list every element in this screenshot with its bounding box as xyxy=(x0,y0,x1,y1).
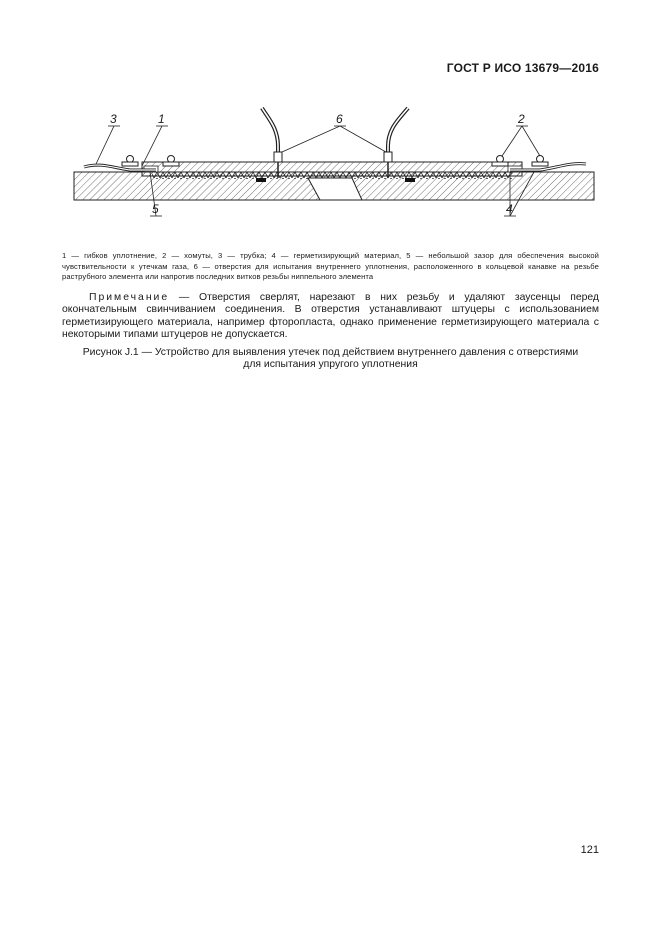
clamp xyxy=(532,156,548,167)
connection-drawing xyxy=(70,106,600,226)
clamp xyxy=(122,156,138,167)
caption-line-1: Рисунок J.1 — Устройство для выявления утечек под действием внутреннего давления с отверстиями xyxy=(82,347,579,358)
caption-line-2: для испытания упругого уплотнения xyxy=(243,359,418,371)
document-code: ГОСТ Р ИСО 13679—2016 xyxy=(446,61,599,75)
sealant-block xyxy=(405,178,415,182)
note-text: — Отверстия сверлят, нарезают в них резьбу и удаляют заусенцы перед окончательным свинчиванием соединения. В отверстия устанавливают штуцеры с использованием герметизирующего материала, например фторопласта, однако применение герметизирующего материала с некоторыми типами штуцеров не допускается. xyxy=(62,292,599,341)
note-lead: Примечание xyxy=(89,292,170,303)
callout-label: 5 xyxy=(152,202,159,216)
note-paragraph xyxy=(62,292,599,342)
clamp xyxy=(492,156,508,167)
figure-caption xyxy=(62,347,599,372)
callout-label: 1 xyxy=(158,112,165,126)
page-number: 121 xyxy=(580,844,599,856)
callout-label: 6 xyxy=(336,112,343,126)
clamp xyxy=(163,156,179,167)
figure-legend: 1 — гибков уплотнение, 2 — хомуты, 3 — трубка; 4 — герметизирующий материал, 5 — небольшой зазор для обеспечения высокой чувствительности к утечкам газа, 6 — отверстия для испытания внутреннего уплотнения, расположенного в кольцевой канавке на резьбе раструбного элемента или напротив последних витков резьбы ниппельного элемента xyxy=(62,251,599,281)
callout-label: 3 xyxy=(110,112,117,126)
callout-label: 4 xyxy=(506,202,513,216)
sealant-block xyxy=(256,178,266,182)
callout-label: 2 xyxy=(518,112,525,126)
